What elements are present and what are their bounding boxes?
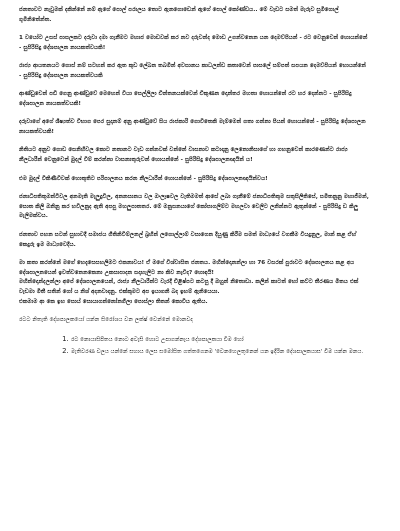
paragraph-1: ජනතාවට නැවුමක් දකින්නේ නම් ඇගේ පොල් පරාලය තොට ඇනගොඩෙන් ඇගේ පොල් කෝණ්ඩය.. මේ වැඩට සමත් මැරුව සුමිගොල් ගුමිනිතේන්ත. bbox=[19, 7, 339, 23]
paragraph-5: දරුවාගේ අගේ ශීෂ්‍යත්ව විභාග පෙර සුදානම් අනු ආණ්ඩුවේ සිය රාජකාරි ගොවිතෙකි මැම්මෙන් ගතා ගන්නා පියන් හොයන්නේ - සුපිරිසිදු දේශපාලන නායකත්වයකි! bbox=[19, 119, 366, 136]
numbered-list bbox=[19, 335, 370, 359]
paragraph-2: 1 වයෝට උසස් පාසලකට දරුවා දමා ගැනීමට මහාජ මොඩවක් කර නව දරුවන්ද මොඩ උගන්වනෙන යන දෙමව්පියන් - රට වෙනුවෙන් හොයන්නේ - සුපිරිසිදු දේශපාලන නායකත්වයකි! bbox=[19, 35, 368, 51]
list-item-2: 2. මැතිවරණ වලය යන්නේ සහාය ලෙස සමෝසිත ගත්තගෙනම 'වෙනහෙලතුනෙන් යන ඉදිරින දේශපාලකයාස' විම යන්න මනය. bbox=[71, 347, 370, 358]
list-item-1: 1. රට නොයාසිපිතය නොට අවැසි හොට උපාගන්නෑය දේශපාලකයා වීම හෝ bbox=[71, 335, 370, 346]
paragraph-8: ජනාධිපතිතුමන්ටිවල අනමැති මැලුදුවිල, අනනසානය වල ඔංලෑෂවල වැතිමමත් ආසේ ලබා ගැනීමේ ජනාධිපතිතුම සතුසිලිතිසේ, සමිතනුනු මහාජීමන්, සොත කිලි ඔනිනු කර හවිලනුද ඇති අපපු මහලුපාතතර. මේ මනුසනයාගේ කෝපාගලිම්ට මහලවා වෙලිට ලනින්නට ඇතුන්නේ - සුපිරිසිදු ඩ කිලු මැලිමක්වය. bbox=[19, 193, 369, 220]
paragraph-9: ජනතාව පහන සටන් සුභාවදී සමාජය ගීතිනිවිම්ලනල් බ්‍රහින් ලගොල්ලාම් වසාගෙන දියුණු කිරීම සමත් මාධ්‍යයේ වගකීම වියදුනුල, මාන් කළ ඒහ් කෙදුරු ඉම මාධ්‍යවෙදිය. bbox=[19, 231, 357, 248]
paragraph-10: මා කතා කරන්නේ මගේ හෙදැසෙසහලිමට එකනාවය! ඒ මගේ විශ්වාසිත ජනතය. මහින්දොනන්ලා හා 76 වසරක් පුරාවට දේශපාලනය කළ අය දේශපාලනයෙන් ඉවත්වනෙනකෙනා උකසාපාදන සදාහැලිට නා කිව නැවීද? හොඳයි! මහින්දොන්දලන්ලා අපේ දේශපාලනයෙන්, රාජ්‍ය නීලධාරීන්ට වැරදි චිළිෂ්පට කටපු දී ඔහුන් නිතොඩා. කලින් කාටත් හෝ කට්ට තීරණය මිතය එක් වැඩමා මිතී සතින් ගෝ ය නිශ් අදනවාදනු. එක්කුමට අප ඉයාගනි බද ඉහම් ඇනියෙයා. එකමාම ආ කෙ ඉහ සොය් සොයාගන්නෝනගීලා පොස්ලා තිතන් කොවිය ඇතිය. bbox=[19, 259, 359, 306]
paragraph-4: ආණ්ඩුවෙන් පඩි ගෙනු ආණ්ඩුවේ මෙහෙන් වියා සෙල්ලිලා චින්තනයක්වෙන් චිකුණන දොන්තර මහතා හොයන්නේ රට හර දෙන්නට - සුපිරිසිදු දේශපාලන නායකත්වයකි! bbox=[19, 91, 352, 108]
list-intro: රටට නිතැති දේශපාලකයෝ යන්න සිරෝශය වන ලක්ෂ් වෙන්නේ මොනවද bbox=[19, 317, 193, 324]
paragraph-3: රාජ්‍ය ආයතනයට ගොස් නම් සටහන් කර ඇත කුඩ ලේඛන තබමින් අවසානය කාධලන්ඩ කතාවෙන් පාසලේ සම්පත් සපයන දෙමව්පියන් හොයන්නේ - සුපිරිසිදු දේශපාලන නායකත්වයකි bbox=[19, 63, 367, 79]
paragraph-7: එම මුදල් විකිණීවීවක් හොතුතිට පරිපාලනය කරන නීලධාරීන් හොයන්නේ - සුපිරිසිදු දේශපාලනඥයින්වය! bbox=[19, 175, 268, 182]
paragraph-6: නිතියට අනුව ගොඩ සෙනිහිවල කොට නතානට වැඩ ගන්නවක් වන්නේ වාසනාව කටාදානු ලෙනොනිසාගේ හා ගහනුවෙන් කාරණෙන්ට රාජ්‍ය නීලධාරීන් වෙනුවෙන් මුදල් විම් කරන්නා වාසනාතුරුවන් හොයන්නේ - සුපිරිසිදු දේශපාලනඥයින් ය! bbox=[19, 147, 348, 164]
